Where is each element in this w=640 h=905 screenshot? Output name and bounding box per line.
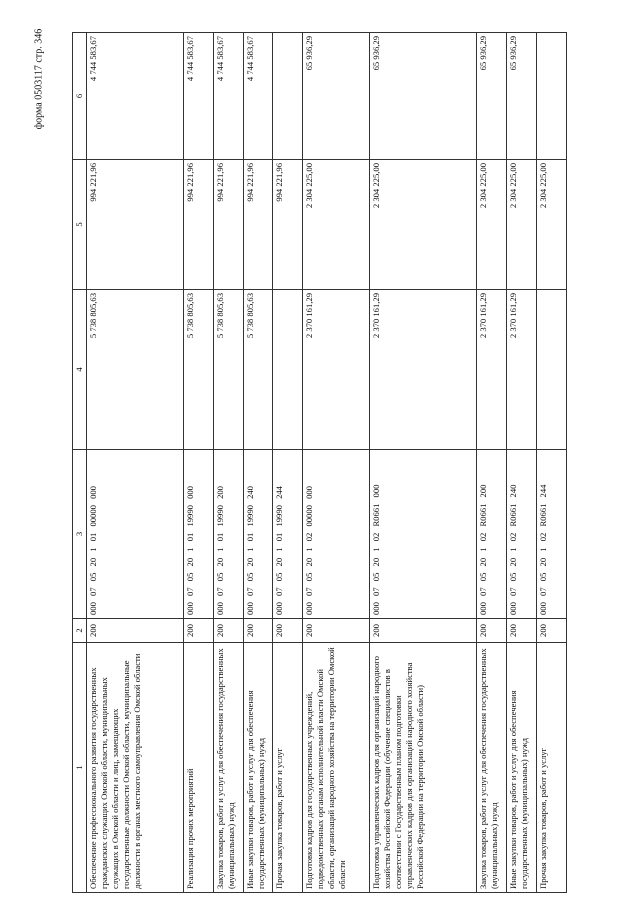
row-line-code: 200 <box>87 619 184 643</box>
row-approved-amount: 5 738 805,63 <box>213 290 243 450</box>
row-budget-code: 000 07 05 20 1 01 19990 240 <box>243 450 273 619</box>
row-approved-amount: 5 738 805,63 <box>87 290 184 450</box>
table-row <box>303 33 370 893</box>
row-unexecuted-amount: 4 744 583,67 <box>183 33 213 160</box>
row-executed-amount: 2 304 225,00 <box>507 160 537 290</box>
row-executed-amount: 994 221,96 <box>273 160 303 290</box>
row-line-code: 200 <box>243 619 273 643</box>
row-name: Прочая закупка товаров, работ и услуг <box>273 643 303 893</box>
rotated-page <box>72 33 567 893</box>
row-unexecuted-amount <box>273 33 303 160</box>
row-name: Обеспечение профессионального развития государственных гражданских служащих Омской области, муниципальных служащих в Омской области и лиц, замещающих государственные должности Омской области, муниципальные должности в органах местного самоуправления Омской области <box>87 643 184 893</box>
row-line-code: 200 <box>507 619 537 643</box>
row-line-code: 200 <box>477 619 507 643</box>
table-row <box>183 33 213 893</box>
row-unexecuted-amount <box>537 33 567 160</box>
column-header: 4 <box>73 290 87 450</box>
row-budget-code: 000 07 05 20 1 01 00000 000 <box>87 450 184 619</box>
row-line-code: 200 <box>213 619 243 643</box>
row-budget-code: 000 07 05 20 1 02 R0661 244 <box>537 450 567 619</box>
table-row <box>213 33 243 893</box>
row-budget-code: 000 07 05 20 1 02 R0661 000 <box>370 450 477 619</box>
row-line-code: 200 <box>370 619 477 643</box>
table-row <box>537 33 567 893</box>
row-name: Иные закупки товаров, работ и услуг для обеспечения государственных (муниципальных) нужд <box>507 643 537 893</box>
row-name: Подготовка управленческих кадров для организаций народного хозяйства Российской Федерации (обучение специалистов в соответствии с Государственным планом подготовки управленческих кадров для организаций народного хозяйства Российской Федерации на территории Омской области) <box>370 643 477 893</box>
row-approved-amount: 2 370 161,29 <box>370 290 477 450</box>
row-executed-amount: 2 304 225,00 <box>303 160 370 290</box>
row-executed-amount: 994 221,96 <box>183 160 213 290</box>
row-budget-code: 000 07 05 20 1 02 R0661 200 <box>477 450 507 619</box>
row-budget-code: 000 07 05 20 1 01 19990 000 <box>183 450 213 619</box>
form-header <box>28 14 50 144</box>
table-row <box>507 33 537 893</box>
column-header: 6 <box>73 33 87 160</box>
row-unexecuted-amount: 65 936,29 <box>370 33 477 160</box>
row-approved-amount: 2 370 161,29 <box>477 290 507 450</box>
table-row <box>243 33 273 893</box>
row-executed-amount: 2 304 225,00 <box>370 160 477 290</box>
row-executed-amount: 994 221,96 <box>243 160 273 290</box>
row-approved-amount <box>537 290 567 450</box>
row-approved-amount: 5 738 805,63 <box>243 290 273 450</box>
row-line-code: 200 <box>537 619 567 643</box>
row-executed-amount: 2 304 225,00 <box>477 160 507 290</box>
row-budget-code: 000 07 05 20 1 02 R0661 240 <box>507 450 537 619</box>
row-unexecuted-amount: 4 744 583,67 <box>87 33 184 160</box>
column-header: 1 <box>73 643 87 893</box>
column-header-row <box>73 33 87 893</box>
table-row <box>477 33 507 893</box>
row-approved-amount <box>273 290 303 450</box>
table-row <box>87 33 184 893</box>
row-name: Иные закупки товаров, работ и услуг для обеспечения государственных (муниципальных) нужд <box>243 643 273 893</box>
budget-table <box>72 32 567 893</box>
table-row <box>370 33 477 893</box>
row-executed-amount: 994 221,96 <box>213 160 243 290</box>
form-label: форма 0503117 стр. 346 <box>33 28 45 130</box>
row-executed-amount: 2 304 225,00 <box>537 160 567 290</box>
row-approved-amount: 2 370 161,29 <box>507 290 537 450</box>
row-unexecuted-amount: 65 936,29 <box>303 33 370 160</box>
row-line-code: 200 <box>303 619 370 643</box>
row-unexecuted-amount: 4 744 583,67 <box>213 33 243 160</box>
row-name: Подготовка кадров для государственных учреждений, подведомственных органам исполнительной власти Омской области, организаций народного хозяйства на территории Омской области <box>303 643 370 893</box>
row-name: Прочая закупка товаров, работ и услуг <box>537 643 567 893</box>
row-budget-code: 000 07 05 20 1 02 00000 000 <box>303 450 370 619</box>
row-name: Закупка товаров, работ и услуг для обеспечения государственных (муниципальных) нужд <box>213 643 243 893</box>
row-line-code: 200 <box>273 619 303 643</box>
table-row <box>273 33 303 893</box>
row-approved-amount: 5 738 805,63 <box>183 290 213 450</box>
row-line-code: 200 <box>183 619 213 643</box>
row-executed-amount: 994 221,96 <box>87 160 184 290</box>
row-unexecuted-amount: 65 936,29 <box>507 33 537 160</box>
column-header: 2 <box>73 619 87 643</box>
row-budget-code: 000 07 05 20 1 01 19990 244 <box>273 450 303 619</box>
row-name: Реализация прочих мероприятий <box>183 643 213 893</box>
table-body <box>87 33 567 893</box>
row-unexecuted-amount: 65 936,29 <box>477 33 507 160</box>
row-name: Закупка товаров, работ и услуг для обеспечения государственных (муниципальных) нужд <box>477 643 507 893</box>
row-approved-amount: 2 370 161,29 <box>303 290 370 450</box>
row-budget-code: 000 07 05 20 1 01 19990 200 <box>213 450 243 619</box>
column-header: 3 <box>73 450 87 619</box>
column-header: 5 <box>73 160 87 290</box>
row-unexecuted-amount: 4 744 583,67 <box>243 33 273 160</box>
